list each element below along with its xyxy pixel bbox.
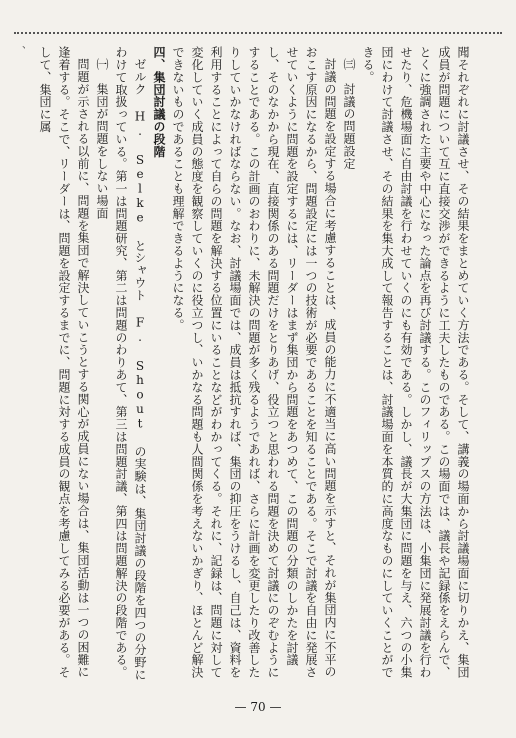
top-dotted-rule	[14, 32, 502, 34]
paragraph-4: 問題が示される以前に、問題を集団で解決していこうとする関心が成員にない場合は、集団活動は一つの困難に逢着する。そこで、リーダーは、問題を設定するまでに、問題に対する成員の観点を考慮してみる必要がある。そして、集団に属	[38, 46, 90, 679]
paragraph-3: ゼルク H. Selke とシャウト F. Shout の実験は、集団討議の段階を四つの分野にわけて取扱っている。第一は問題研究、第二は問題のわりあて、第三は問題討議、第四は問題解決の段階である。	[114, 46, 147, 681]
subheading-problem-setting: ㈢ 討議の問題設定	[342, 58, 356, 170]
section-heading: 四、集団討議の段階	[152, 46, 166, 158]
corner-mark: 、	[22, 40, 32, 51]
paragraph-2: 討議の問題を設定する場合に考慮することは、成員の能力に不適当に高い問題を示すと、それが集団内に不平のおこす原因になるから、問題設定には一つの技術が必要であることを知ることである。そこで討議を自由に発展させていくように問題を設定するには、リーダーはまず集団から問題をあつめて、この問題の分類のしかたを討議し、そのなかから現在、直接関係のある問題だけをとりあげ、役立つと思われる問題を決めて討議にのぞむようにすることである。この計画のおわりに、未解決の問題が多く残るようであれば、さらに計画を変更したり改善したりしていかなければならない。なお、討議場面では、成員は抵抗すれば、集団の抑圧をうけるし、自己は、資料を利用することによって自らの問題を解決する位置にいることなどがわかってくる。それに、記録は、問題に対して変化していく成員の態度を観察していくのに役立つし、いかなる問題も人間関係を考えないかぎり、ほとんど解決できないものであることも理解できるようになる。	[171, 46, 337, 679]
vertical-text-block	[32, 46, 472, 686]
page-number: — 70 —	[234, 700, 282, 714]
paragraph-1: 聞それぞれに討議させ、その結果をまとめていく方法である。そして、講義の場面から討議場面に切りかえ、集団成員が問題について互に直接交渉ができるように工夫したものである。この場面では、議長や記録係をえらんで、とくに強調された主要や中心になった論点を再び討議する。このフィリップスの方法は、小集団に発展討議を行わせたり、危機場面に自由討議を行わせていくのにも有効である。しかし、議長が大集団に問題を与え、六つの小集団にわけて討議させ、その結果を集大成して報告することは、討議場面を本質的に高度なものにしていくことができる。	[361, 46, 470, 679]
subheading-scene: ㈠ 集団が問題をしない場面	[95, 58, 109, 220]
